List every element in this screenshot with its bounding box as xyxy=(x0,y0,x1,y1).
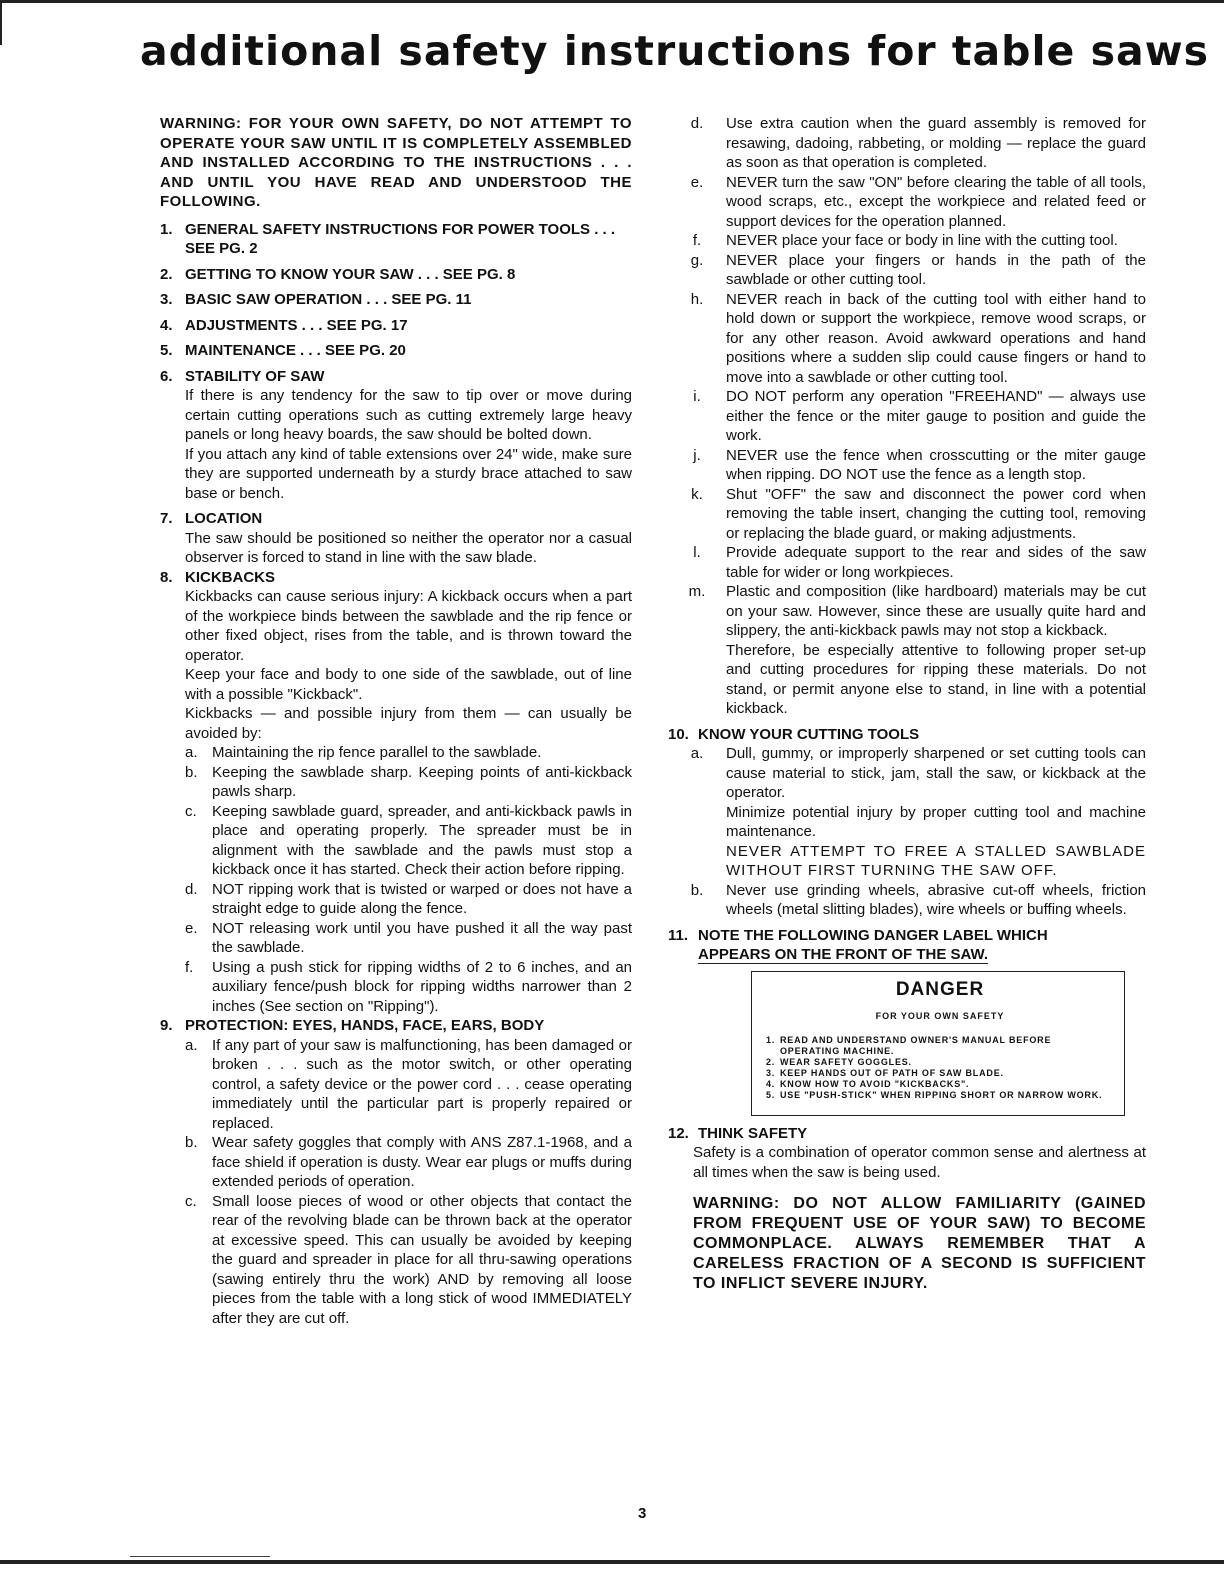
list-item xyxy=(668,231,1146,251)
top-border xyxy=(0,0,1224,3)
list-item xyxy=(185,880,632,919)
item-letter: f. xyxy=(185,958,194,976)
danger-list xyxy=(766,1035,1114,1101)
list-item xyxy=(766,1090,1114,1101)
item-letter: a. xyxy=(185,744,198,761)
list-item xyxy=(185,763,632,802)
list-item xyxy=(668,543,1146,582)
item-letter: j. xyxy=(693,446,701,464)
final-warning: WARNING: DO NOT ALLOW FAMILIARITY (GAINED FROM FREQUENT USE OF YOUR SAW) TO BECOME COMMONPLACE. ALWAYS REMEMBER THAT A CARELESS FRACTION OF A SECOND IS SUFFICIENT TO INFLICT SEVERE INJURY. xyxy=(693,1195,1146,1292)
section-number: 9. xyxy=(160,1017,173,1034)
reference-item xyxy=(160,290,632,310)
section-heading: LOCATION xyxy=(185,510,263,527)
section-number: 7. xyxy=(160,510,173,527)
reference-list xyxy=(160,220,632,361)
item-text: NEVER turn the saw "ON" before clearing the table of all tools, wood scraps, etc., except the workpiece and related feed or support devices for the operation planned. xyxy=(726,173,1146,230)
item-text: Plastic and composition (like hardboard) materials may be cut on your saw. However, since these are usually quite hard and slippery, the anti-kickback pawls may not stop a kickback. xyxy=(726,583,1146,639)
item-text: GENERAL SAFETY INSTRUCTIONS FOR POWER TOOLS . . . SEE PG. 2 xyxy=(185,220,616,257)
section-heading: PROTECTION: EYES, HANDS, FACE, EARS, BODY xyxy=(185,1017,545,1034)
section-number: 8. xyxy=(160,568,173,586)
reference-item xyxy=(160,265,632,285)
section-kickbacks xyxy=(160,568,632,1017)
list-item xyxy=(185,1133,632,1192)
section-number: 10. xyxy=(668,725,689,743)
bottom-rule xyxy=(130,1556,270,1557)
section-stability xyxy=(160,367,632,504)
item-number: 2. xyxy=(160,265,173,283)
paragraph: Kickbacks can cause serious injury: A kickback occurs when a part of the workpiece binds between the sawblade and the rip fence or other fixed object, rises from the table, and is thrown toward the operator. xyxy=(185,588,632,664)
section-number: 12. xyxy=(668,1124,689,1142)
item-letter: c. xyxy=(185,802,197,820)
list-item xyxy=(668,582,1146,641)
item-text: USE "PUSH-STICK" WHEN RIPPING SHORT OR NARROW WORK. xyxy=(780,1089,1103,1100)
left-edge-mark xyxy=(0,0,2,45)
section-heading: KICKBACKS xyxy=(185,568,275,586)
item-letter: d. xyxy=(185,880,198,898)
item-letter: b. xyxy=(185,763,198,781)
list-item xyxy=(668,387,1146,446)
item-text: ADJUSTMENTS . . . SEE PG. 17 xyxy=(185,316,408,334)
item-text: GETTING TO KNOW YOUR SAW . . . SEE PG. 8 xyxy=(185,265,516,283)
page-title: additional safety instructions for table saws xyxy=(140,27,1209,75)
list-item xyxy=(668,881,1146,920)
item-text: KEEP HANDS OUT OF PATH OF SAW BLADE. xyxy=(780,1067,1004,1078)
protection-list xyxy=(185,1036,632,1329)
item-letter: b. xyxy=(690,881,704,899)
list-item xyxy=(668,744,1146,881)
item-letter: b. xyxy=(185,1134,198,1151)
item-text: BASIC SAW OPERATION . . . SEE PG. 11 xyxy=(185,291,472,308)
item-text: WEAR SAFETY GOGGLES. xyxy=(780,1056,912,1067)
paragraph: The saw should be positioned so neither the operator nor a casual observer is forced to stand in line with the saw blade. xyxy=(185,529,632,566)
paragraph: Keep your face and body to one side of the sawblade, out of line with a possible "Kickback". xyxy=(185,666,632,703)
section-think-safety xyxy=(668,1124,1146,1183)
list-item xyxy=(668,446,1146,485)
section-heading: NOTE THE FOLLOWING DANGER LABEL WHICH xyxy=(698,926,1048,944)
list-item xyxy=(668,251,1146,290)
item-letter: g. xyxy=(690,251,704,269)
list-item xyxy=(668,485,1146,544)
reference-item xyxy=(160,220,632,259)
list-item xyxy=(185,919,632,958)
paragraph: Safety is a combination of operator common sense and alertness at all times when the saw is being used. xyxy=(693,1144,1146,1181)
item-letter: h. xyxy=(690,290,704,308)
list-item xyxy=(766,1057,1114,1068)
item-text: NEVER place your face or body in line with the cutting tool. xyxy=(726,232,1118,249)
section-cutting-tools xyxy=(668,725,1146,920)
bottom-border xyxy=(0,1560,1224,1564)
item-text: Small loose pieces of wood or other objects that contact the rear of the revolving blade can be thrown back at the operator at excessive speed. This can usually be avoided by keeping the guard and spreader in place for all thru-sawing operations (sawing entirely thru the work) AND by removing all loose pieces from the table with a long stick of wood IMMEDIATELY after they are cut off. xyxy=(212,1192,632,1327)
item-number: 3. xyxy=(160,291,173,308)
list-item xyxy=(766,1035,1114,1057)
list-item xyxy=(668,114,1146,173)
list-item xyxy=(185,1036,632,1134)
item-letter: 3. xyxy=(766,1067,776,1078)
item-text: Maintaining the rip fence parallel to the sawblade. xyxy=(212,744,542,761)
reference-item xyxy=(160,316,632,336)
section-protection xyxy=(160,1016,632,1328)
item-text: Minimize potential injury by proper cutting tool and machine maintenance. xyxy=(726,803,1146,840)
item-letter: a. xyxy=(690,745,704,762)
item-letter: 1. xyxy=(766,1034,776,1045)
item-text: Keeping the sawblade sharp. Keeping points of anti-kickback pawls sharp. xyxy=(212,763,632,800)
section-location xyxy=(160,509,632,568)
list-item xyxy=(668,173,1146,232)
item-text: READ AND UNDERSTAND OWNER'S MANUAL BEFORE OPERATING MACHINE. xyxy=(780,1034,1052,1056)
item-letter: m. xyxy=(688,583,706,600)
list-item xyxy=(668,290,1146,388)
paragraph: If you attach any kind of table extensions over 24" wide, make sure they are supported underneath by a sturdy brace attached to saw base or bench. xyxy=(185,445,632,502)
list-item xyxy=(185,802,632,880)
item-letter: d. xyxy=(690,115,704,132)
item-warning: NEVER ATTEMPT TO FREE A STALLED SAWBLADE WITHOUT FIRST TURNING THE SAW OFF. xyxy=(726,842,1146,879)
list-item xyxy=(185,743,632,763)
protection-list-continued xyxy=(668,114,1146,641)
item-letter: e. xyxy=(690,173,704,191)
item-letter: 2. xyxy=(766,1056,776,1067)
item-text: NEVER place your fingers or hands in the path of the sawblade or other cutting tool. xyxy=(726,251,1146,288)
item-letter: e. xyxy=(185,919,198,937)
item-text: If any part of your saw is malfunctioning, has been damaged or broken . . . such as the motor switch, or other operating control, a safety device or the power cord . . . cease operating immediately until the particular part is properly repaired or replaced. xyxy=(212,1036,632,1132)
item-letter: a. xyxy=(185,1036,198,1054)
item-text: Provide adequate support to the rear and sides of the saw table for wider or long workpieces. xyxy=(726,544,1146,581)
list-item xyxy=(185,1192,632,1329)
item-text: NEVER use the fence when crosscutting or the miter gauge when ripping. DO NOT use the fence as a length stop. xyxy=(726,446,1146,483)
right-column xyxy=(668,114,1146,1302)
left-column xyxy=(160,114,632,1328)
danger-title: DANGER xyxy=(895,978,985,1000)
intro-warning: WARNING: FOR YOUR OWN SAFETY, DO NOT ATTEMPT TO OPERATE YOUR SAW UNTIL IT IS COMPLETELY ASSEMBLED AND INSTALLED ACCORDING TO THE INSTRUCTIONS . . . AND UNTIL YOU HAVE READ AND UNDERSTOOD THE FOLLOWING. xyxy=(160,115,632,210)
item-text: DO NOT perform any operation "FREEHAND" — always use either the fence or the miter gauge to position and guide the work. xyxy=(726,388,1146,444)
reference-item xyxy=(160,341,632,361)
item-number: 4. xyxy=(160,316,173,334)
list-item xyxy=(185,958,632,1017)
item-letter: i. xyxy=(693,388,701,405)
item-letter: l. xyxy=(693,544,701,561)
item-text: Never use grinding wheels, abrasive cut-off wheels, friction wheels (metal slitting blades), wire wheels or buffing wheels. xyxy=(726,881,1146,918)
item-letter: 5. xyxy=(766,1089,776,1100)
kickback-list xyxy=(185,743,632,1016)
item-text: Keeping sawblade guard, spreader, and anti-kickback pawls in place and operating properly. The spreader must be in alignment with the sawblade and the pawls must stop a kickback once it has started. Check their action before ripping. xyxy=(212,802,632,878)
section-heading: THINK SAFETY xyxy=(698,1124,808,1142)
item-text: Shut "OFF" the saw and disconnect the power cord when removing the table insert, changing the cutting tool, removing or replacing the blade guard, or making adjustments. xyxy=(726,485,1146,542)
list-item xyxy=(766,1079,1114,1090)
item-number: 5. xyxy=(160,342,173,359)
section-number: 11. xyxy=(668,926,689,944)
section-number: 6. xyxy=(160,367,173,385)
page-number: 3 xyxy=(638,1505,647,1522)
item-text: NOT releasing work until you have pushed it all the way past the sawblade. xyxy=(212,919,632,956)
danger-subtitle: FOR YOUR OWN SAFETY xyxy=(875,1011,1005,1021)
item-text: Wear safety goggles that comply with ANS Z87.1-1968, and a face shield if operation is dusty. Wear ear plugs or muffs during extended periods of operation. xyxy=(212,1134,632,1190)
item-text: NEVER reach in back of the cutting tool with either hand to hold down or support the workpiece, remove wood scraps, or for any other reason. Avoid awkward operations and hand positions where a sudden slip could cause fingers or hand to move into a sawblade or other cutting tool. xyxy=(726,290,1146,386)
paragraph: Kickbacks — and possible injury from them — can usually be avoided by: xyxy=(185,705,632,742)
item-number: 1. xyxy=(160,220,173,238)
item-text: Dull, gummy, or improperly sharpened or set cutting tools can cause material to stick, jam, stall the saw, or kickback at the operator. xyxy=(726,745,1146,801)
item-letter: c. xyxy=(185,1192,197,1210)
item-text: Use extra caution when the guard assembly is removed for resawing, dadoing, rabbeting, or molding — replace the guard as soon as that operation is completed. xyxy=(726,115,1146,171)
paragraph: If there is any tendency for the saw to tip over or move during certain cutting operations such as cutting extremely large heavy panels or long heavy boards, the saw should be bolted down. xyxy=(185,387,632,443)
item-text: Using a push stick for ripping widths of 2 to 6 inches, and an auxiliary fence/push block for ripping widths narrower than 2 inches (See section on "Ripping"). xyxy=(212,958,632,1015)
item-letter: f. xyxy=(692,232,702,249)
section-danger-label-note xyxy=(668,926,1146,965)
paragraph: Therefore, be especially attentive to following proper set-up and cutting procedures for ripping these materials. Do not stand, or permit anyone else to stand, in line with a potential kickback. xyxy=(726,641,1146,717)
section-heading: STABILITY OF SAW xyxy=(185,367,325,385)
item-text: NOT ripping work that is twisted or warped or does not have a straight edge to guide along the fence. xyxy=(212,880,632,917)
item-letter: k. xyxy=(691,485,703,503)
section-heading: KNOW YOUR CUTTING TOOLS xyxy=(698,725,920,743)
danger-label xyxy=(751,971,1125,1116)
section-heading-line2: APPEARS ON THE FRONT OF THE SAW. xyxy=(698,946,989,963)
item-text: KNOW HOW TO AVOID "KICKBACKS". xyxy=(780,1078,970,1089)
item-letter: 4. xyxy=(766,1078,776,1089)
item-text: MAINTENANCE . . . SEE PG. 20 xyxy=(185,342,406,359)
list-item xyxy=(766,1068,1114,1079)
